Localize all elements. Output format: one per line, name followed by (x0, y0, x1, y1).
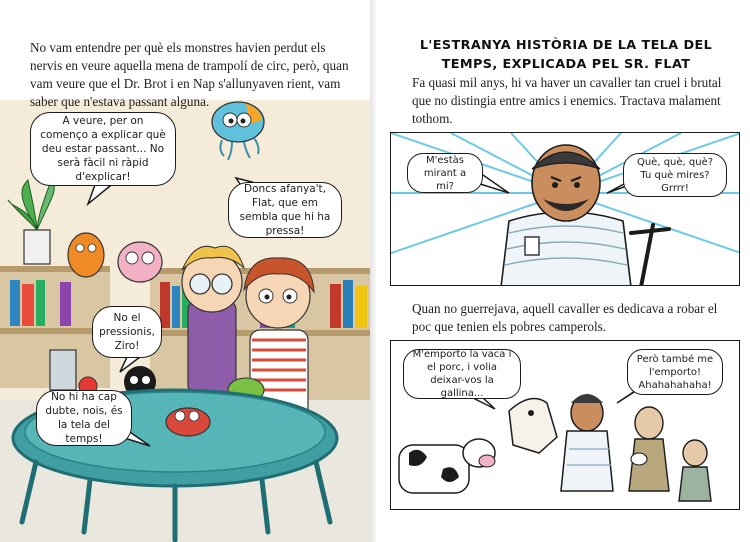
narration-paragraph-2: Quan no guerrejava, aquell cavaller es dedicava a robar el poc que tenien els pobres camperols. (412, 301, 718, 334)
right-page (376, 0, 750, 542)
knight-bubble-laughing: Però també me l'emporto! Ahahahahaha! (627, 349, 723, 395)
speech-bubble-hurry: Doncs afanya't, Flat, que em sembla que hi ha pressa! (228, 182, 342, 238)
speech-bubble-doubt: No hi ha cap dubte, nois, és la tela del temps! (36, 390, 132, 446)
knight-bubble-what: Què, què, què? Tu què mires? Grrrr! (623, 153, 727, 197)
chapter-title: L'ESTRANYA HISTÒRIA DE LA TELA DEL TEMPS, EXPLICADA PEL SR. FLAT (419, 38, 713, 72)
left-page (0, 0, 372, 542)
comic-panel-knight (390, 132, 740, 286)
left-narration-paragraph: No vam entendre per què els monstres havien perdut els nervis en veure aquella mena de trampolí de circ, però, quan vam veure que el Dr. Brot i en Nap s'allunyaven rient, vam saber que n'estava passant alguna. (30, 40, 349, 110)
knight-bubble-taking-cow: M'emporto la vaca i el porc, i volia deixar-vos la gallina... (403, 349, 521, 399)
speech-bubble-explain: A veure, per on començo a explicar què deu estar passant... No serà fàcil ni ràpid d'explicar! (30, 112, 176, 186)
narration-paragraph-1: Fa quasi mil anys, hi va haver un cavaller tan cruel i brutal que no distingia entre amics i enemics. Tractava malament tothom. (412, 75, 722, 126)
knight-bubble-looking: M'estàs mirant a mi? (407, 153, 483, 193)
comic-panel-robbery (390, 340, 740, 510)
speech-bubble-pressure: No el pressionis, Ziro! (92, 306, 162, 358)
